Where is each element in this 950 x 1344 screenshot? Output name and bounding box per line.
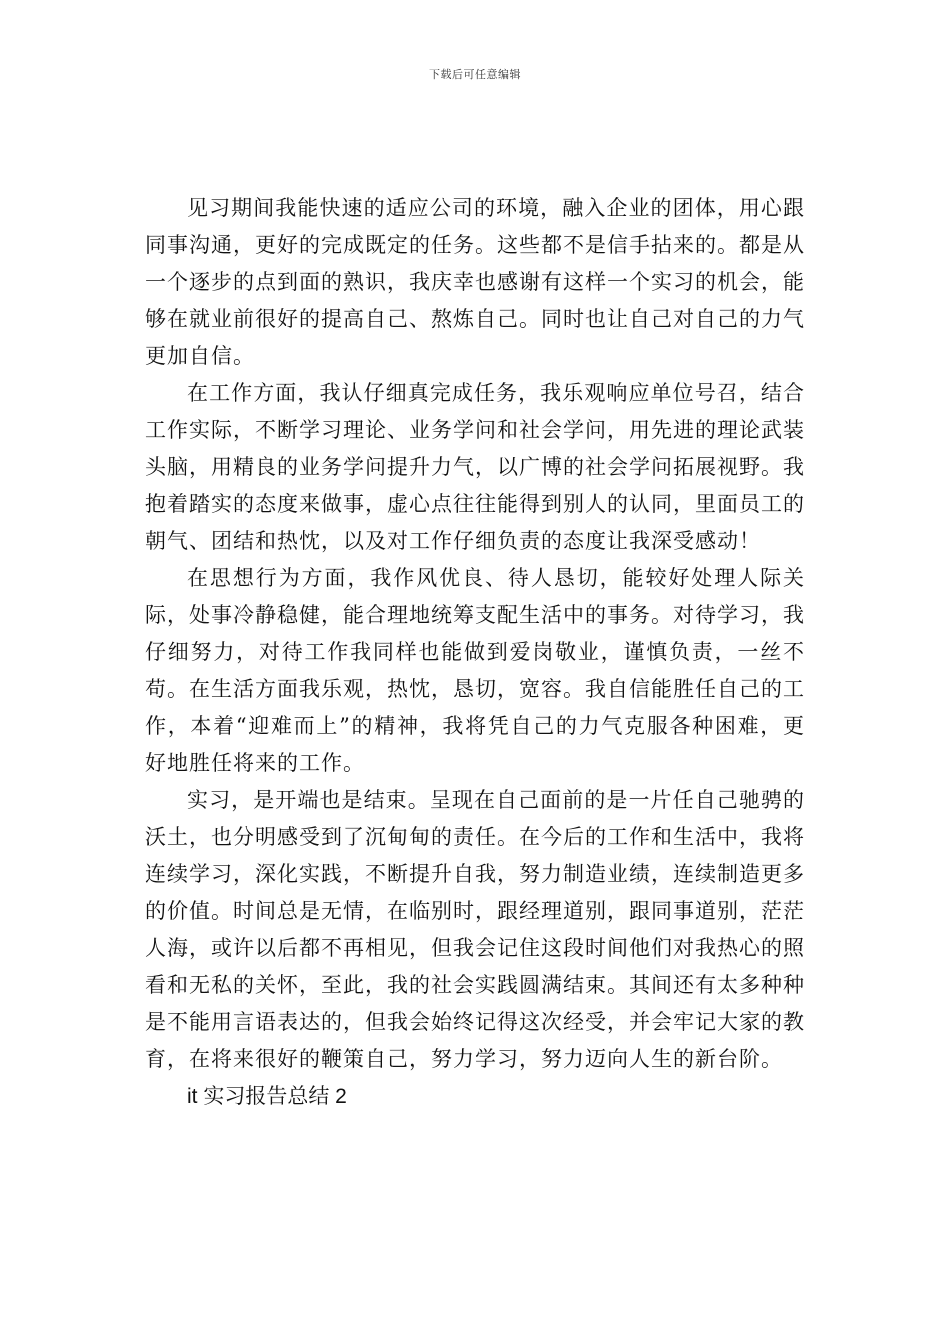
page-header: 下载后可任意编辑: [429, 68, 521, 81]
paragraph-4: 实习，是开端也是结束。呈现在自己面前的是一片任自己驰骋的沃土，也分明感受到了沉甸甸的责任。在今后的工作和生活中，我将连续学习，深化实践，不断提升自我，努力制造业绩，连续制造更多的价值。时间总是无情，在临别时，跟经理道别，跟同事道别，茫茫人海，或许以后都不再相见，但我会记住这段时间他们对我热心的照看和无私的关怀，至此，我的社会实践圆满结束。其间还有太多种种是不能用言语表达的，但我会始终记得这次经受，并会牢记大家的教育，在将来很好的鞭策自己，努力学习，努力迈向人生的新台阶。: [145, 788, 805, 1071]
paragraph-1: 见习期间我能快速的适应公司的环境，融入企业的团体，用心跟同事沟通，更好的完成既定的任务。这些都不是信手拈来的。都是从一个逐步的点到面的熟识，我庆幸也感谢有这样一个实习的机会，能够在就业前很好的提高自己、熬炼自己。同时也让自己对自己的力气更加自信。: [145, 196, 805, 368]
section-heading: it 实习报告总结 2: [187, 1085, 347, 1108]
paragraph-3: 在思想行为方面，我作风优良、待人恳切，能较好处理人际关际，处事冷静稳健，能合理地统筹支配生活中的事务。对待学习，我仔细努力，对待工作我同样也能做到爱岗敬业，谨慎负责，一丝不苟。在生活方面我乐观，热忱，恳切，宽容。我自信能胜任自己的工作，本着“迎难而上”的精神，我将凭自己的力气克服各种困难，更好地胜任将来的工作。: [145, 566, 805, 775]
paragraph-2: 在工作方面，我认仔细真完成任务，我乐观响应单位号召，结合工作实际，不断学习理论、业务学问和社会学问，用先进的理论武装头脑，用精良的业务学问提升力气，以广博的社会学问拓展视野。我抱着踏实的态度来做事，虚心点往往能得到别人的认同，里面员工的朝气、团结和热忱，以及对工作仔细负责的态度让我深受感动！: [145, 381, 805, 553]
document-body: [145, 190, 805, 1115]
